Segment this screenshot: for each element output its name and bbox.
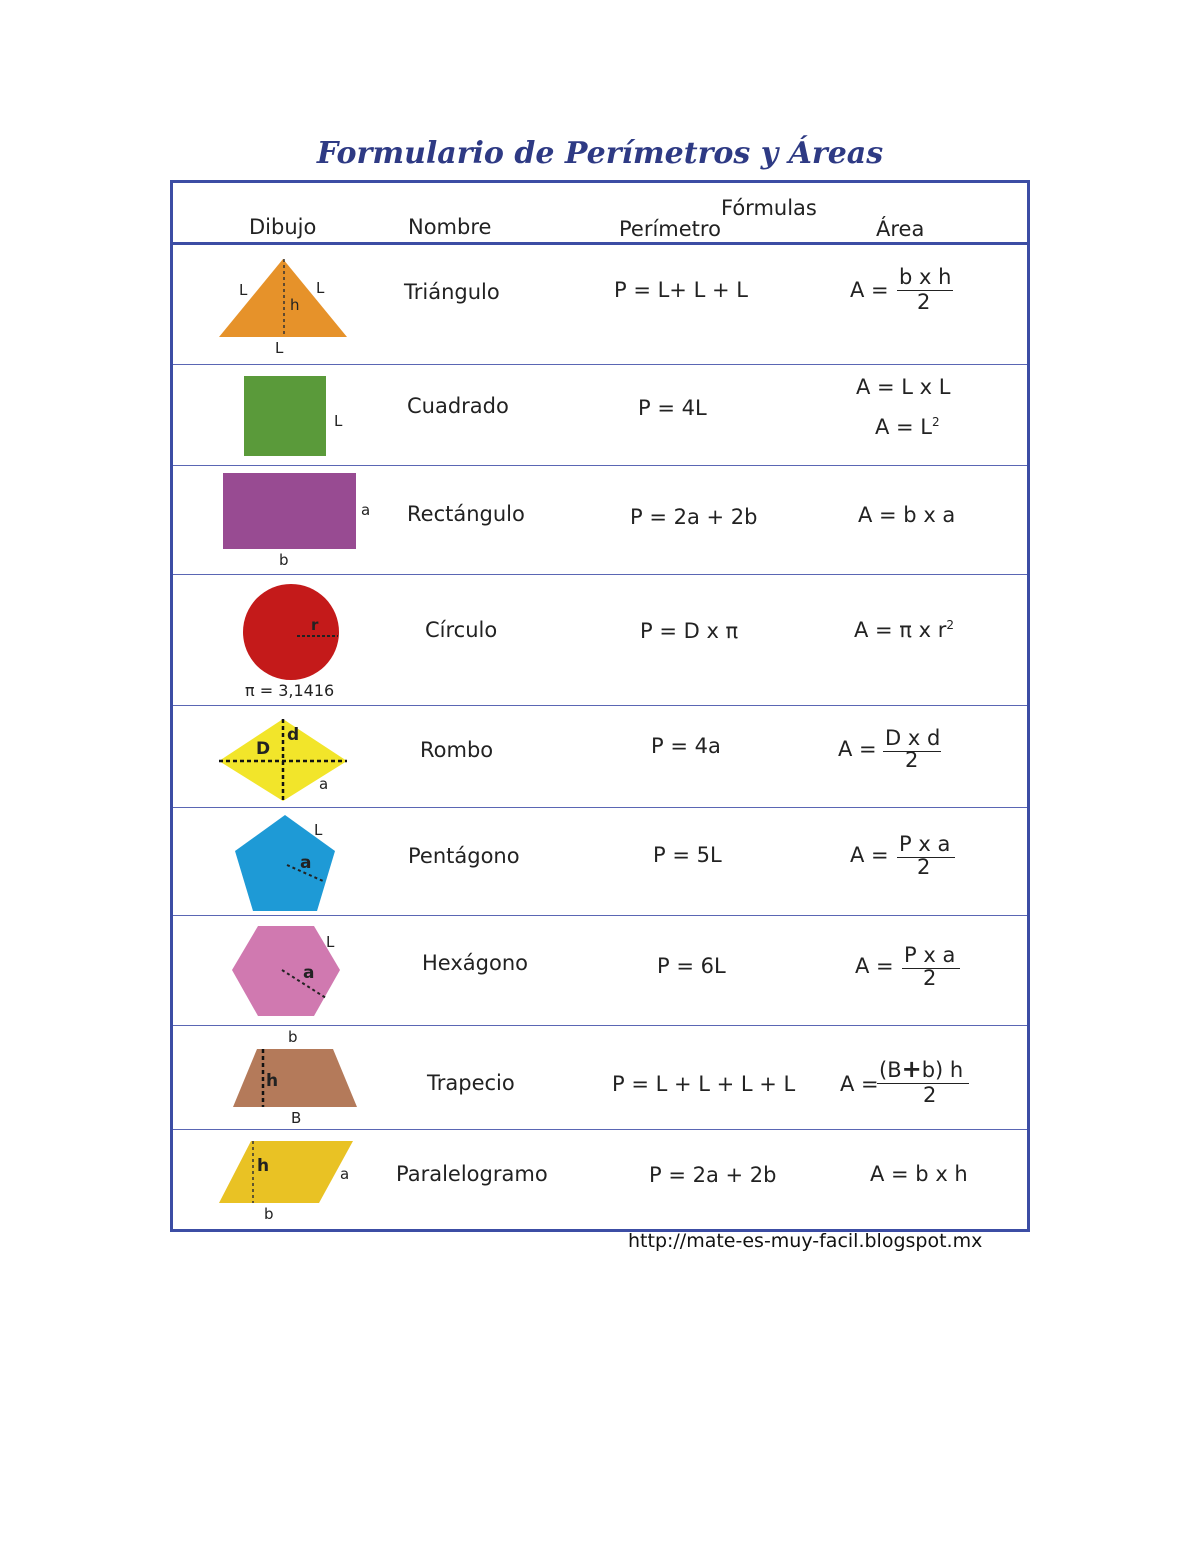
trapezoid-perimeter: P = L + L + L + L	[612, 1072, 796, 1096]
row-divider	[173, 574, 1027, 575]
header-divider	[173, 242, 1027, 245]
hexagon-name: Hexágono	[422, 951, 528, 975]
parallelogram-perimeter: P = 2a + 2b	[649, 1163, 777, 1187]
header-formulas: Fórmulas	[721, 196, 817, 220]
trapezoid-area-fraction	[877, 1057, 971, 1109]
triangle-name: Triángulo	[404, 280, 500, 304]
hexagon-label-side: L	[326, 933, 335, 951]
square-area-base: A = L	[875, 415, 933, 439]
circle-area	[854, 618, 954, 642]
rectangle-label-side: a	[361, 501, 371, 519]
trapezoid-label-height: h	[266, 1071, 279, 1091]
trapezoid-area-numerator	[879, 1057, 963, 1081]
triangle-label-bottom: L	[275, 339, 284, 357]
row-divider	[173, 705, 1027, 706]
rectangle-shape	[223, 473, 356, 549]
trapezoid-area-prefix: A =	[840, 1072, 879, 1096]
triangle-label-height: h	[290, 296, 300, 314]
pentagon-area-fraction	[897, 834, 957, 882]
trapezoid-num-a: (B	[879, 1058, 902, 1082]
square-name: Cuadrado	[407, 394, 509, 418]
pentagon-area-numerator: P x a	[899, 832, 951, 856]
hexagon-label-apothem: a	[303, 963, 315, 983]
header-perimetro: Perímetro	[619, 217, 721, 241]
page-title: Formulario de Perímetros y Áreas	[316, 136, 884, 171]
parallelogram-label-height: h	[257, 1156, 270, 1176]
hexagon-area-fraction	[902, 945, 962, 993]
square-area-line2	[875, 415, 940, 439]
rhombus-label-side: a	[319, 775, 329, 793]
circle-area-base: A = π x r	[854, 618, 947, 642]
triangle-shape	[217, 257, 349, 339]
header-nombre: Nombre	[408, 215, 492, 239]
trapezoid-shape	[231, 1047, 359, 1109]
triangle-area-fraction	[897, 267, 955, 315]
circle-name: Círculo	[425, 618, 498, 642]
rectangle-label-bottom: b	[279, 551, 289, 569]
square-shape	[244, 376, 326, 456]
triangle-label-left: L	[239, 281, 248, 299]
rhombus-perimeter: P = 4a	[651, 734, 721, 758]
rhombus-area-fraction	[883, 728, 943, 776]
row-divider	[173, 465, 1027, 466]
pentagon-perimeter: P = 5L	[653, 843, 722, 867]
row-divider	[173, 1129, 1027, 1130]
circle-label-radius: r	[311, 616, 319, 634]
rectangle-area: A = b x a	[858, 503, 956, 527]
hexagon-area-prefix: A =	[855, 954, 894, 978]
formula-table	[170, 180, 1030, 1232]
circle-label-pi: π = 3,1416	[245, 681, 335, 700]
triangle-area-prefix: A =	[850, 278, 889, 302]
pentagon-area-denominator: 2	[917, 855, 931, 879]
parallelogram-name: Paralelogramo	[396, 1162, 548, 1186]
hexagon-area-numerator: P x a	[904, 943, 956, 967]
rhombus-area-prefix: A =	[838, 737, 877, 761]
trapezoid-num-plus: +	[901, 1055, 922, 1083]
pentagon-area-prefix: A =	[850, 843, 889, 867]
header-dibujo: Dibujo	[249, 215, 317, 239]
parallelogram-label-bottom: b	[264, 1205, 274, 1223]
source-url: http://mate-es-muy-facil.blogspot.mx	[628, 1230, 983, 1252]
triangle-perimeter: P = L+ L + L	[614, 278, 748, 302]
square-area-exponent: 2	[932, 415, 940, 429]
row-divider	[173, 1025, 1027, 1026]
row-divider	[173, 915, 1027, 916]
triangle-label-right: L	[316, 279, 325, 297]
row-divider	[173, 807, 1027, 808]
rhombus-area-denominator: 2	[905, 748, 919, 772]
rectangle-name: Rectángulo	[407, 502, 525, 526]
row-divider	[173, 364, 1027, 365]
rhombus-name: Rombo	[420, 738, 494, 762]
trapezoid-label-bottom: B	[291, 1109, 302, 1127]
rhombus-label-big: D	[256, 739, 271, 759]
triangle-area-denominator: 2	[917, 290, 931, 314]
circle-perimeter: P = D x π	[640, 619, 739, 643]
pentagon-label-side: L	[314, 821, 323, 839]
triangle-area-numerator: b x h	[899, 265, 952, 289]
pentagon-label-apothem: a	[300, 853, 312, 873]
square-label-side: L	[334, 412, 343, 430]
header-area: Área	[876, 217, 925, 241]
trapezoid-label-top: b	[288, 1028, 298, 1046]
square-area-line1: A = L x L	[856, 375, 951, 399]
parallelogram-area: A = b x h	[870, 1162, 968, 1186]
pentagon-name: Pentágono	[408, 844, 520, 868]
circle-shape	[241, 583, 341, 681]
rectangle-perimeter: P = 2a + 2b	[630, 505, 758, 529]
rhombus-shape	[217, 717, 349, 803]
trapezoid-num-b: b) h	[921, 1058, 964, 1082]
rhombus-area-numerator: D x d	[885, 726, 941, 750]
trapezoid-area-denominator: 2	[923, 1083, 937, 1107]
hexagon-perimeter: P = 6L	[657, 954, 726, 978]
circle-area-exponent: 2	[946, 618, 955, 632]
hexagon-area-denominator: 2	[923, 966, 937, 990]
parallelogram-label-side: a	[340, 1165, 350, 1183]
rhombus-label-small: d	[287, 725, 300, 745]
parallelogram-shape	[217, 1139, 355, 1205]
square-perimeter: P = 4L	[638, 396, 707, 420]
trapezoid-name: Trapecio	[427, 1071, 515, 1095]
